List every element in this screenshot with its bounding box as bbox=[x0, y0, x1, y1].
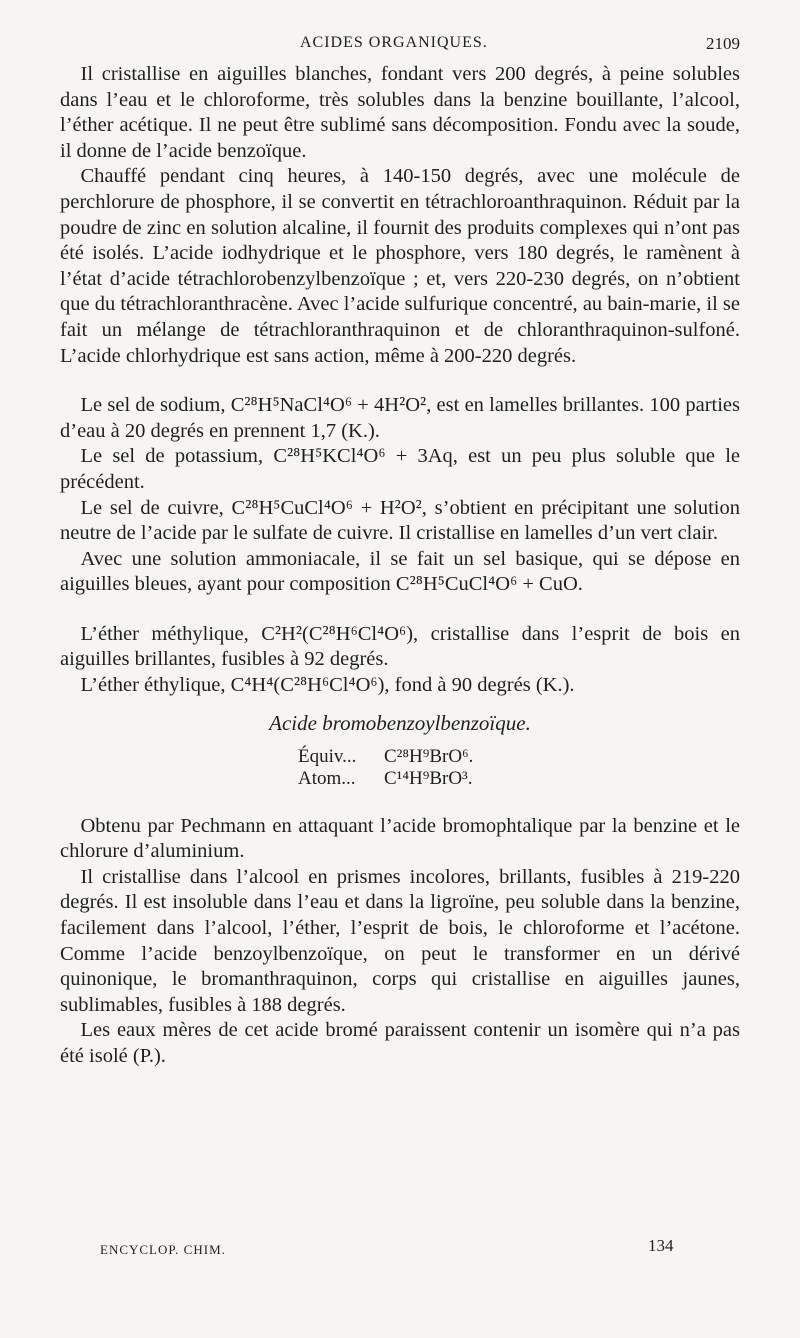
formula-value: C¹⁴H⁹BrO³. bbox=[384, 767, 473, 789]
paragraph: Chauffé pendant cinq heures, à 140-150 degrés, avec une molécule de perchlorure de phosphore, il se convertit en tétrachloroanthraquinon. Réduit par la poudre de zinc en solution alcaline, il fournit des produits complexes qui n’ont pas été isolés. L’acide iodhydrique et le phosphore, vers 180 degrés, le ramènent à l’état d’acide tétrachlorobenzylbenzoïque ; et, vers 220-230 degrés, on n’obtient que du tétrachloranthracène. Avec l’acide sulfurique concentré, au bain-marie, il se fait un mélange de tétrachloranthraquinon et de chloranthraquinon-sulfoné. L’acide chlorhydrique est sans action, même à 200-220 degrés. bbox=[60, 165, 740, 367]
formula-row bbox=[298, 746, 740, 768]
formula-table bbox=[298, 746, 740, 790]
paragraph-gap bbox=[60, 369, 740, 393]
formula-value: C²⁸H⁹BrO⁶. bbox=[384, 745, 474, 767]
paragraph: Le sel de sodium, C²⁸H⁵NaCl⁴O⁶ + 4H²O², est en lamelles brillantes. 100 parties d’eau à 20 degrés en prennent 1,7 (K.). bbox=[60, 394, 740, 442]
paragraph: L’éther méthylique, C²H²(C²⁸H⁶Cl⁴O⁶), cristallise dans l’esprit de bois en aiguilles brillantes, fusibles à 92 degrés. bbox=[60, 622, 740, 671]
body-text bbox=[60, 62, 740, 1070]
paragraph: Les eaux mères de cet acide bromé paraissent contenir un isomère qui n’a pas été isolé (P.). bbox=[60, 1019, 740, 1067]
formula-row bbox=[298, 768, 740, 790]
paragraph: Avec une solution ammoniacale, il se fait un sel basique, qui se dépose en aiguilles bleues, ayant pour composition C²⁸H⁵CuCl⁴O⁶ + CuO. bbox=[60, 547, 740, 596]
page-footer bbox=[0, 1232, 800, 1262]
paragraph: L’éther éthylique, C⁴H⁴(C²⁸H⁶Cl⁴O⁶), fond à 90 degrés (K.). bbox=[80, 674, 575, 697]
paragraph: Il cristallise dans l’alcool en prismes incolores, brillants, fusibles à 219-220 degrés. Il est insoluble dans l’eau et dans la ligroïne, peu soluble dans la benzine, facilement dans l’alcool, l’éther, l’esprit de bois, le chloroforme et l’acétone. Comme l’acide benzoylbenzoïque, on peut le transformer en un dérivé quinonique, le bromanthraquinon, corps qui cristallise en aiguilles jaunes, sublimables, fusibles à 188 degrés. bbox=[60, 865, 740, 1016]
formula-label: Équiv... bbox=[298, 745, 357, 767]
paragraph-gap bbox=[60, 598, 740, 622]
page-header bbox=[0, 32, 800, 56]
running-head: ACIDES ORGANIQUES. bbox=[300, 34, 488, 51]
paragraph: Le sel de cuivre, C²⁸H⁵CuCl⁴O⁶ + H²O², s’obtient en précipitant une solution neutre de l’acide par le sulfate de cuivre. Il cristallise en lamelles d’un vert clair. bbox=[60, 496, 740, 545]
paragraph: Obtenu par Pechmann en attaquant l’acide bromophtalique par la benzine et le chlorure d’aluminium. bbox=[60, 814, 740, 863]
footer-label: ENCYCLOP. CHIM. bbox=[100, 1242, 226, 1257]
signature-mark: 134 bbox=[648, 1236, 674, 1255]
page-number: 2109 bbox=[706, 34, 740, 53]
formula-label: Atom... bbox=[298, 767, 356, 789]
paragraph: Il cristallise en aiguilles blanches, fondant vers 200 degrés, à peine solubles dans l’eau et le chloroforme, très solubles dans la benzine bouillante, l’alcool, l’éther acétique. Il ne peut être sublimé sans décomposition. Fondu avec la soude, il donne de l’acide benzoïque. bbox=[60, 63, 740, 162]
paragraph: Le sel de potassium, C²⁸H⁵KCl⁴O⁶ + 3Aq, est un peu plus soluble que le précédent. bbox=[60, 445, 740, 493]
section-title: Acide bromobenzoylbenzoïque. bbox=[269, 710, 531, 735]
